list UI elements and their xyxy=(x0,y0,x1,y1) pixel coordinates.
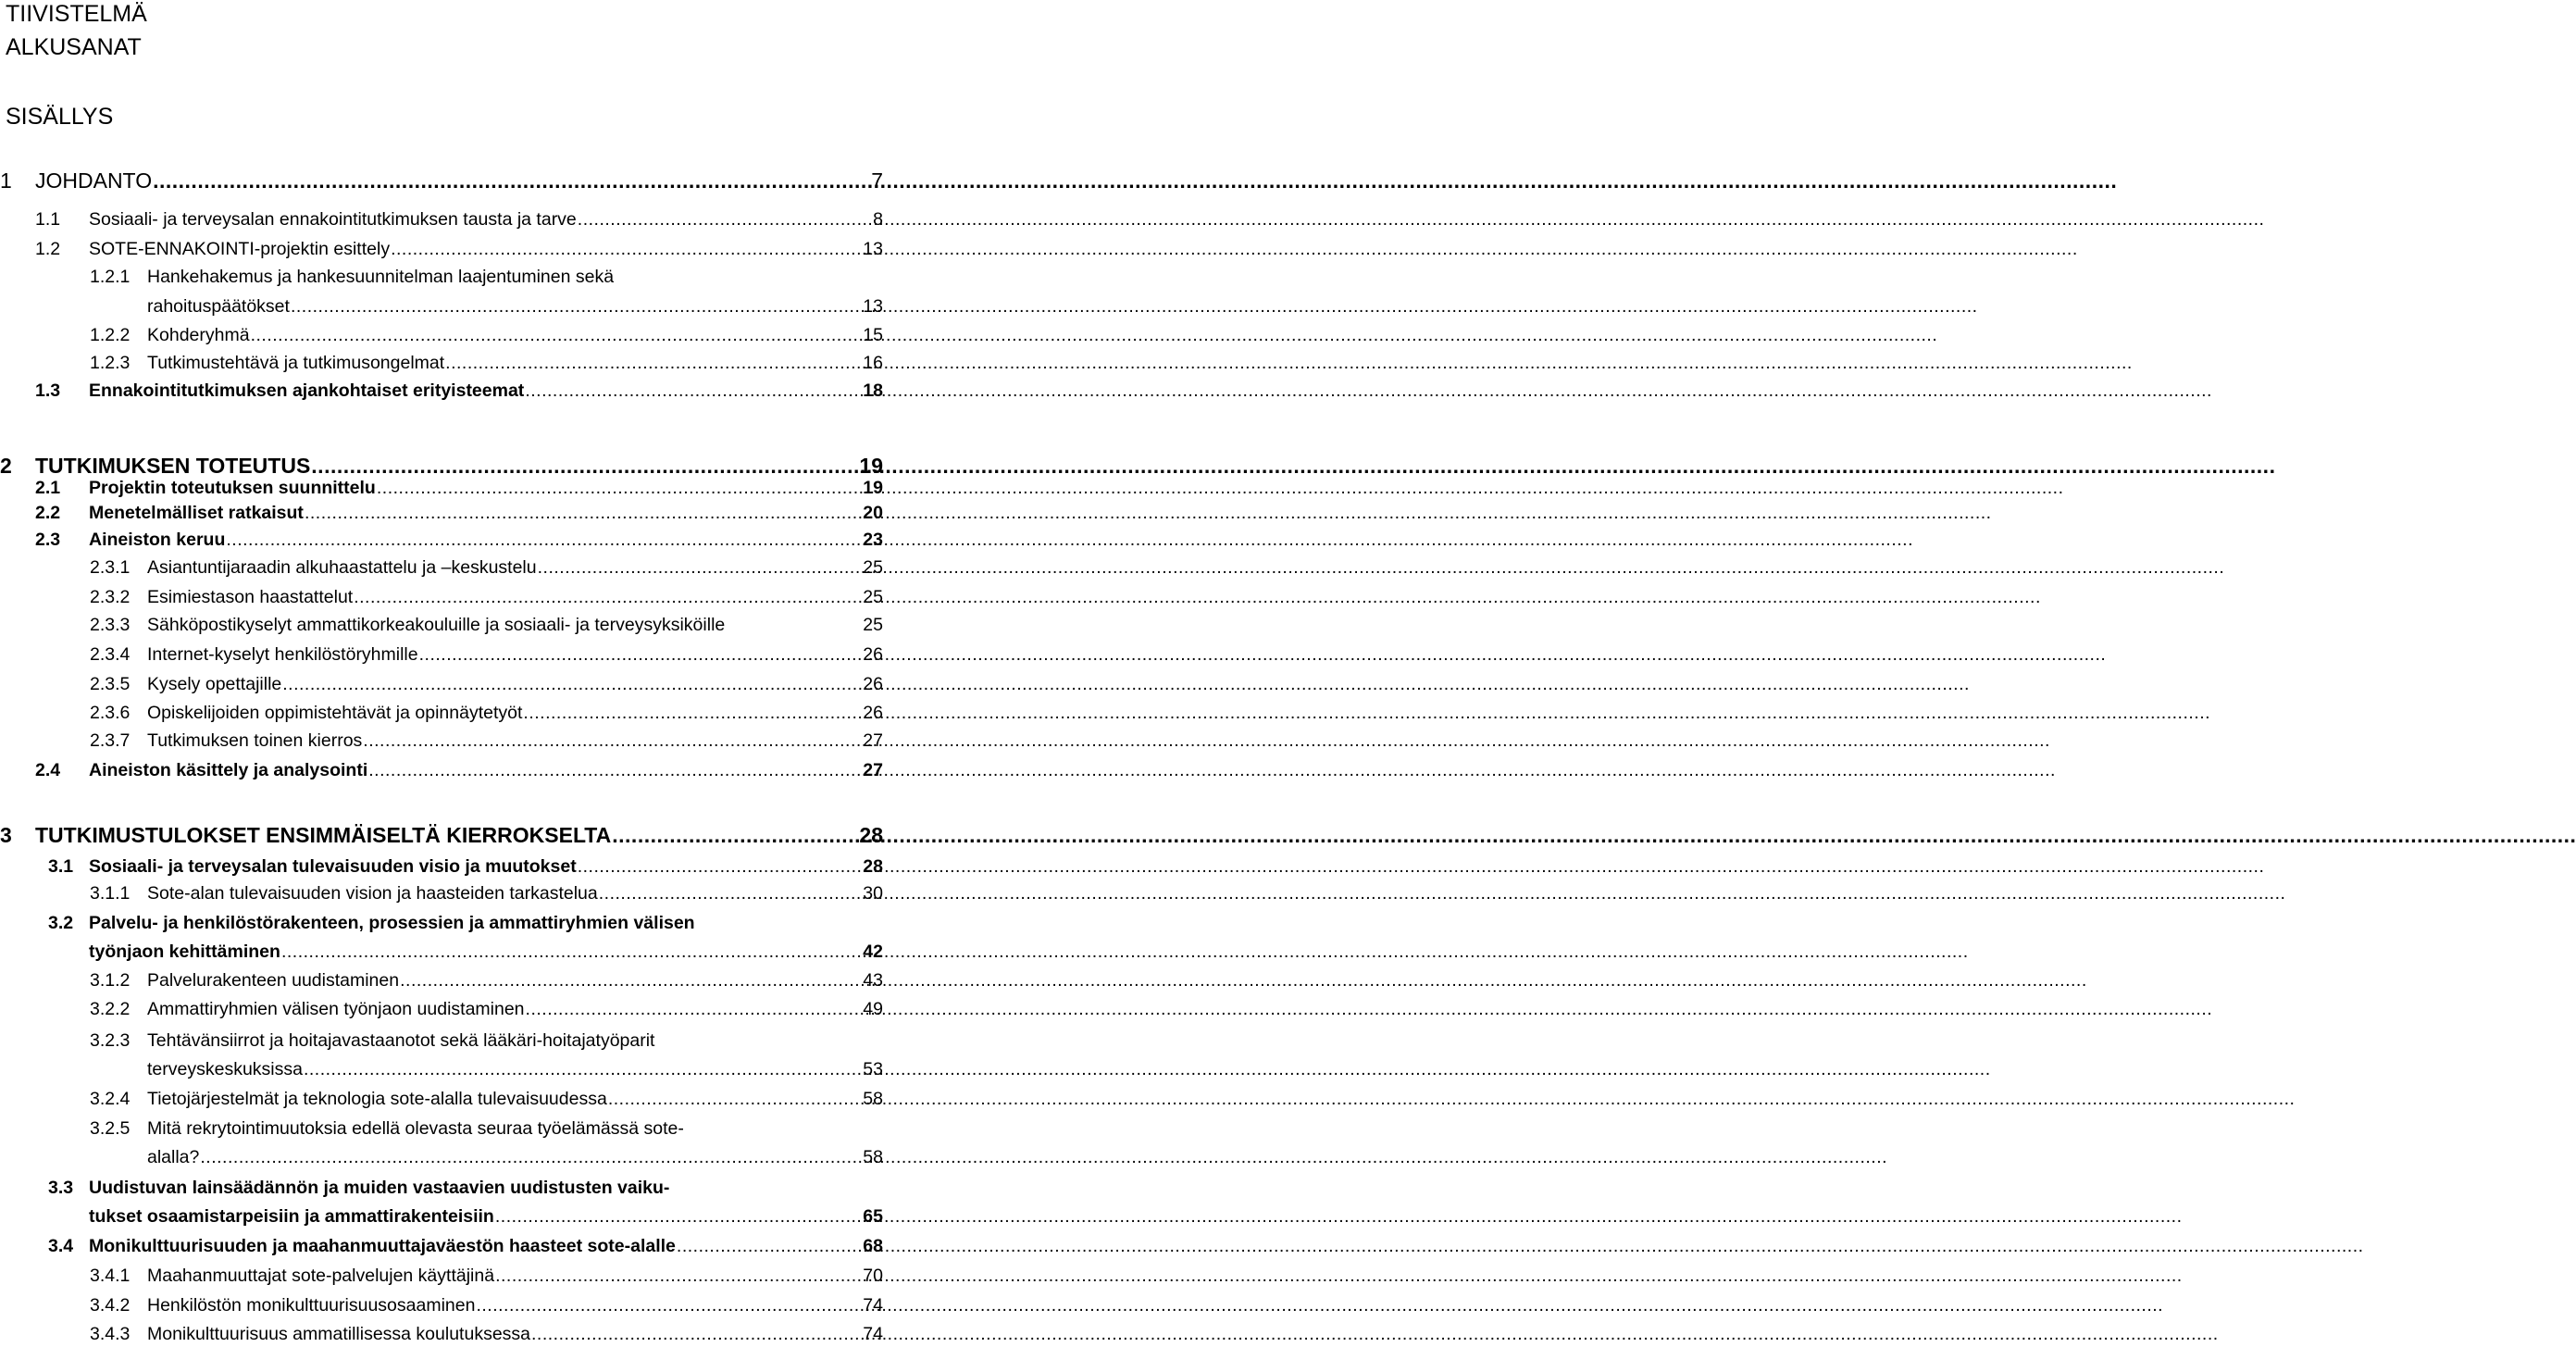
toc-entry-number: 2.3.2 xyxy=(90,587,131,607)
toc-entry[interactable] xyxy=(90,265,883,289)
toc-entry[interactable] xyxy=(35,501,883,525)
toc-dot-leader xyxy=(578,854,863,879)
toc-entry[interactable] xyxy=(90,1087,883,1111)
toc-entry-number: 3 xyxy=(0,823,12,847)
toc-dot-leader xyxy=(368,758,862,782)
toc-entry-title-continued: rahoituspäätökset xyxy=(147,296,290,317)
toc-page-number: 68 xyxy=(863,1236,883,1256)
toc-entry[interactable] xyxy=(90,1322,883,1346)
toc-page-number: 15 xyxy=(863,325,883,345)
toc-page-number: 23 xyxy=(863,530,883,550)
toc-entry[interactable] xyxy=(48,1176,883,1200)
toc-page-number: 26 xyxy=(863,674,883,694)
toc-dot-leader xyxy=(391,237,862,261)
toc-page-number: 70 xyxy=(863,1266,883,1286)
toc-entry-number: 3.4.2 xyxy=(90,1295,131,1316)
toc-entry-number: 2.3.6 xyxy=(90,703,131,723)
toc-dot-leader xyxy=(476,1293,862,1317)
toc-entry-title-continued: terveyskeskuksissa xyxy=(147,1059,303,1079)
toc-entry-number: 3.1 xyxy=(48,856,74,877)
toc-entry-number: 3.2 xyxy=(48,913,74,933)
toc-dot-leader xyxy=(305,501,862,525)
toc-entry-continuation[interactable] xyxy=(147,294,883,318)
toc-page-number: 42 xyxy=(863,942,883,962)
toc-entry[interactable] xyxy=(0,167,883,194)
toc-entry-title: TUTKIMUSTULOKSET ENSIMMÄISELTÄ KIERROKSELTA xyxy=(35,823,612,847)
toc-entry-number: 1.3 xyxy=(35,380,61,401)
toc-dot-leader xyxy=(281,940,862,964)
toc-page-number: 19 xyxy=(859,454,883,478)
toc-entry-number: 2.2 xyxy=(35,503,61,523)
toc-entry[interactable] xyxy=(90,672,883,696)
toc-entry-number: 2.3 xyxy=(35,530,61,550)
toc-entry-number: 1.2.3 xyxy=(90,353,131,373)
toc-entry-title: TUTKIMUKSEN TOTEUTUS xyxy=(35,454,311,478)
toc-page-number: 13 xyxy=(863,296,883,317)
toc-entry-number: 1.2.1 xyxy=(90,267,131,287)
toc-entry-number: 3.2.2 xyxy=(90,999,131,1019)
toc-entry-number: 2.1 xyxy=(35,478,61,498)
toc-entry-number: 2.3.7 xyxy=(90,730,131,751)
toc-entry[interactable] xyxy=(35,379,883,403)
toc-page-number: 20 xyxy=(863,503,883,523)
toc-entry-continuation[interactable] xyxy=(89,940,883,964)
toc-entry-title: Palvelurakenteen uudistaminen xyxy=(147,970,400,991)
toc-dot-leader xyxy=(291,294,862,318)
toc-page-number: 27 xyxy=(863,730,883,751)
toc-entry[interactable] xyxy=(0,821,883,849)
toc-entry-title: Tehtävänsiirrot ja hoitajavastaanotot sekä lääkäri-hoitajatyöparit xyxy=(147,1030,655,1051)
toc-entry-title-continued: tukset osaamistarpeisiin ja ammattirakenteisiin xyxy=(89,1206,494,1227)
toc-entry-title: Uudistuvan lainsäädännön ja muiden vastaavien uudistusten vaiku- xyxy=(89,1178,670,1198)
toc-page-number: 30 xyxy=(863,883,883,904)
toc-entry-number: 2.3.4 xyxy=(90,644,131,665)
toc-entry-number: 3.4.3 xyxy=(90,1324,131,1344)
toc-dot-leader xyxy=(612,821,858,849)
toc-entry-title: Kysely opettajille xyxy=(147,674,282,694)
toc-page xyxy=(0,0,889,1347)
toc-entry-number: 2.3.1 xyxy=(90,557,131,578)
toc-entry-number: 3.2.5 xyxy=(90,1118,131,1139)
toc-page-number: 65 xyxy=(863,1206,883,1227)
toc-entry-title: Asiantuntijaraadin alkuhaastattelu ja –keskustelu xyxy=(147,557,537,578)
toc-entry[interactable] xyxy=(90,997,883,1021)
toc-entry-title: Aineiston keruu xyxy=(89,530,226,550)
toc-dot-leader xyxy=(419,642,863,667)
toc-page-number: 25 xyxy=(863,587,883,607)
toc-entry-title: Opiskelijoiden oppimistehtävät ja opinnäytetyöt xyxy=(147,703,523,723)
toc-dot-leader xyxy=(495,1204,862,1229)
toc-dot-leader xyxy=(445,351,862,375)
toc-entry[interactable] xyxy=(90,701,883,725)
toc-dot-leader xyxy=(354,585,862,609)
toc-page-number: 26 xyxy=(863,703,883,723)
toc-entry-title: Monikulttuurisuuden ja maahanmuuttajaväestön haasteet sote-alalle xyxy=(89,1236,676,1256)
toc-entry[interactable] xyxy=(90,1264,883,1288)
toc-entry[interactable] xyxy=(90,613,883,637)
toc-entry[interactable] xyxy=(35,207,883,231)
toc-page-number: 43 xyxy=(863,970,883,991)
toc-entry-title: Kohderyhmä xyxy=(147,325,250,345)
toc-entry[interactable] xyxy=(35,528,883,552)
toc-entry-title: Sähköpostikyselyt ammattikorkeakouluille ja sosiaali- ja terveysyksiköille xyxy=(147,615,726,635)
toc-dot-leader xyxy=(525,379,862,403)
toc-page-number: 58 xyxy=(863,1147,883,1167)
toc-entry[interactable] xyxy=(90,323,883,347)
toc-entry-number: 3.3 xyxy=(48,1178,74,1198)
toc-entry-title: Henkilöstön monikulttuurisuusosaaminen xyxy=(147,1295,476,1316)
toc-entry[interactable] xyxy=(90,351,883,375)
toc-entry-number: 1.2.2 xyxy=(90,325,131,345)
toc-entry-title: Sosiaali- ja terveysalan tulevaisuuden visio ja muutokset xyxy=(89,856,577,877)
toc-entry[interactable] xyxy=(90,1293,883,1317)
toc-entry[interactable] xyxy=(35,476,883,500)
toc-entry-title: SOTE-ENNAKOINTI-projektin esittely xyxy=(89,239,391,259)
toc-dot-leader xyxy=(608,1087,862,1111)
toc-entry-number: 2 xyxy=(0,454,12,478)
toc-entry-title: Sosiaali- ja terveysalan ennakointitutkimuksen tausta ja tarve xyxy=(89,209,577,230)
toc-entry-continuation[interactable] xyxy=(147,1145,883,1169)
toc-entry-title: Palvelu- ja henkilöstörakenteen, prosessien ja ammattiryhmien välisen xyxy=(89,913,695,933)
toc-entry-title: Tutkimustehtävä ja tutkimusongelmat xyxy=(147,353,445,373)
toc-entry[interactable] xyxy=(90,881,883,905)
toc-dot-leader xyxy=(282,672,862,696)
toc-page-number: 8 xyxy=(873,209,883,230)
toc-entry-title: Ennakointitutkimuksen ajankohtaiset erityisteemat xyxy=(89,380,525,401)
toc-dot-leader xyxy=(523,701,862,725)
toc-entry-title: JOHDANTO xyxy=(35,168,153,193)
toc-entry[interactable] xyxy=(90,555,883,580)
toc-page-number: 28 xyxy=(859,823,883,847)
toc-entry-number: 2.3.5 xyxy=(90,674,131,694)
toc-page-number: 18 xyxy=(863,380,883,401)
toc-page-number: 74 xyxy=(863,1295,883,1316)
toc-entry-title: Hankehakemus ja hankesuunnitelman laajentuminen sekä xyxy=(147,267,615,287)
toc-dot-leader xyxy=(531,1322,862,1346)
toc-dot-leader xyxy=(400,968,862,992)
toc-dot-leader xyxy=(599,881,863,905)
toc-dot-leader xyxy=(526,997,863,1021)
heading-alkusanat[interactable]: ALKUSANAT xyxy=(6,34,142,60)
toc-entry[interactable] xyxy=(90,642,883,667)
toc-dot-leader xyxy=(377,476,862,500)
heading-sisallys: SISÄLLYS xyxy=(6,104,114,130)
toc-dot-leader xyxy=(200,1145,862,1169)
toc-entry-number: 3.2.4 xyxy=(90,1089,131,1109)
toc-entry-title: Maahanmuuttajat sote-palvelujen käyttäjinä xyxy=(147,1266,495,1286)
toc-dot-leader xyxy=(578,207,872,231)
toc-page-number: 26 xyxy=(863,644,883,665)
toc-page-number: 7 xyxy=(871,168,883,193)
toc-dot-leader xyxy=(226,528,862,552)
toc-page-number: 25 xyxy=(863,615,883,635)
toc-entry-title: Mitä rekrytointimuutoksia edellä olevasta seuraa työelämässä sote- xyxy=(147,1118,684,1139)
toc-entry[interactable] xyxy=(90,1029,883,1053)
toc-entry-title: Tutkimuksen toinen kierros xyxy=(147,730,363,751)
toc-entry-title: Menetelmälliset ratkaisut xyxy=(89,503,304,523)
toc-page-number: 53 xyxy=(863,1059,883,1079)
toc-entry-title: Projektin toteutuksen suunnittelu xyxy=(89,478,376,498)
toc-page-number: 49 xyxy=(863,999,883,1019)
toc-entry-number: 3.1.1 xyxy=(90,883,131,904)
toc-page-number: 58 xyxy=(863,1089,883,1109)
toc-dot-leader xyxy=(538,555,863,580)
toc-dot-leader xyxy=(363,729,862,753)
toc-entry[interactable] xyxy=(90,1116,883,1141)
toc-page-number: 19 xyxy=(863,478,883,498)
toc-page-number: 13 xyxy=(863,239,883,259)
toc-entry-continuation[interactable] xyxy=(89,1204,883,1229)
toc-entry-title: Tietojärjestelmät ja teknologia sote-alalla tulevaisuudessa xyxy=(147,1089,607,1109)
toc-entry-title: Monikulttuurisuus ammatillisessa koulutuksessa xyxy=(147,1324,531,1344)
toc-entry[interactable] xyxy=(35,758,883,782)
toc-entry[interactable] xyxy=(35,237,883,261)
toc-entry-title: Internet-kyselyt henkilöstöryhmille xyxy=(147,644,418,665)
toc-entry[interactable] xyxy=(48,854,883,879)
toc-entry-number: 3.1.2 xyxy=(90,970,131,991)
toc-entry-number: 1.2 xyxy=(35,239,61,259)
toc-dot-leader xyxy=(304,1057,862,1081)
toc-entry-title: Ammattiryhmien välisen työnjaon uudistaminen xyxy=(147,999,525,1019)
toc-entry-title-continued: alalla? xyxy=(147,1147,200,1167)
toc-page-number: 74 xyxy=(863,1324,883,1344)
toc-dot-leader xyxy=(153,167,870,194)
toc-entry[interactable] xyxy=(90,968,883,992)
toc-entry[interactable] xyxy=(90,585,883,609)
toc-entry[interactable] xyxy=(90,729,883,753)
toc-dot-leader xyxy=(495,1264,862,1288)
toc-page-number: 16 xyxy=(863,353,883,373)
toc-entry[interactable] xyxy=(48,1234,883,1258)
toc-entry-title: Aineiston käsittely ja analysointi xyxy=(89,760,368,780)
heading-tiivistelma[interactable]: TIIVISTELMÄ xyxy=(6,1,147,27)
toc-page-number: 27 xyxy=(863,760,883,780)
toc-entry-title-continued: työnjaon kehittäminen xyxy=(89,942,280,962)
toc-entry-number: 1 xyxy=(0,168,12,193)
toc-entry-number: 3.2.3 xyxy=(90,1030,131,1051)
toc-entry-number: 2.3.3 xyxy=(90,615,131,635)
toc-entry-number: 3.4 xyxy=(48,1236,74,1256)
toc-entry-title: Esimiestason haastattelut xyxy=(147,587,354,607)
toc-entry-continuation[interactable] xyxy=(147,1057,883,1081)
toc-entry-title: Sote-alan tulevaisuuden vision ja haasteiden tarkastelua xyxy=(147,883,598,904)
toc-entry-number: 1.1 xyxy=(35,209,61,230)
toc-page-number: 25 xyxy=(863,557,883,578)
toc-page-number: 28 xyxy=(863,856,883,877)
toc-entry[interactable] xyxy=(48,911,883,935)
toc-entry-number: 2.4 xyxy=(35,760,61,780)
toc-entry-number: 3.4.1 xyxy=(90,1266,131,1286)
toc-dot-leader xyxy=(251,323,863,347)
toc-dot-leader xyxy=(677,1234,862,1258)
